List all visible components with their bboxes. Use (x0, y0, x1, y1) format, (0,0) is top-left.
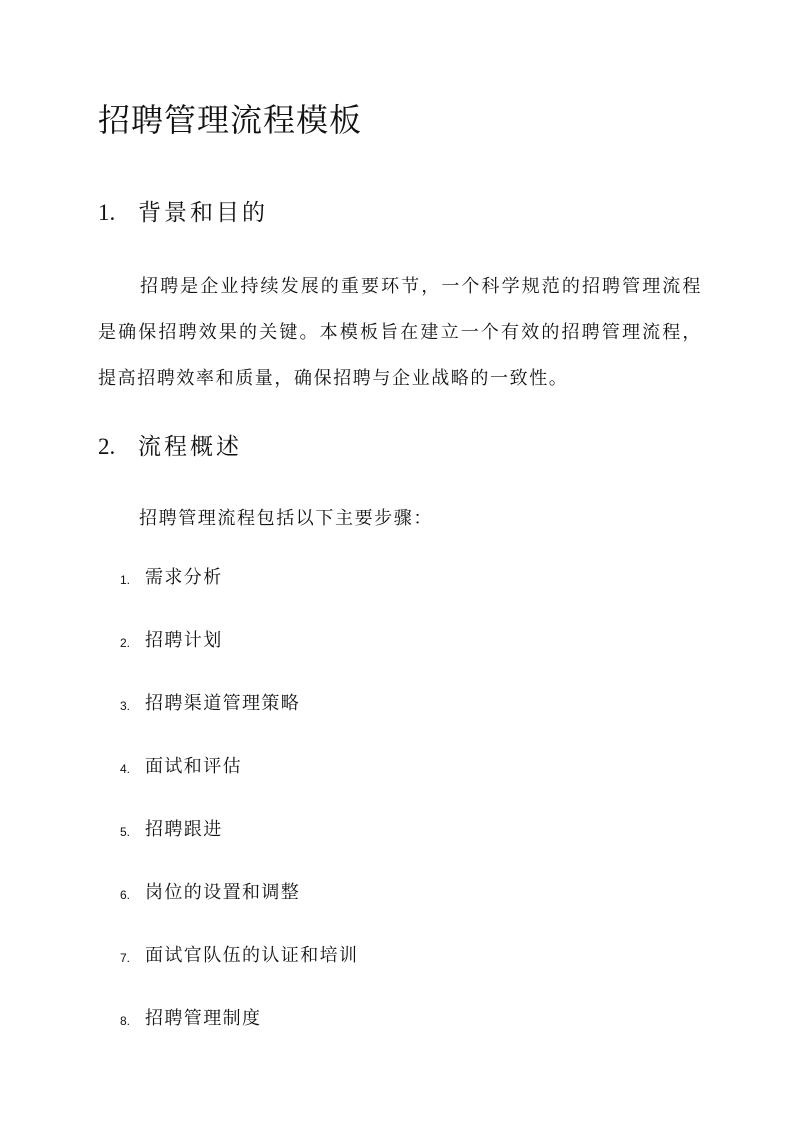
list-item-label: 面试和评估 (145, 756, 242, 777)
list-item (0, 689, 500, 719)
list-item (0, 941, 500, 971)
section-heading-overview (98, 430, 242, 464)
list-item-label: 招聘渠道管理策略 (145, 693, 301, 714)
list-item (0, 626, 500, 656)
list-item-number: 6. (120, 888, 131, 902)
list-item (0, 563, 500, 593)
section-number: 1. (98, 200, 116, 225)
list-item-number: 7. (120, 951, 131, 965)
list-item-number: 2. (120, 636, 131, 650)
document-title: 招聘管理流程模板 (98, 101, 363, 139)
section-title: 流程概述 (138, 434, 242, 460)
list-item-number: 3. (120, 699, 131, 713)
list-item-number: 8. (120, 1014, 131, 1028)
list-item-label: 需求分析 (145, 567, 223, 588)
list-item-label: 岗位的设置和调整 (145, 882, 301, 903)
section-number: 2. (98, 434, 116, 459)
list-item-number: 1. (120, 573, 131, 587)
list-item-number: 4. (120, 762, 131, 776)
list-item (0, 752, 500, 782)
list-item-label: 招聘跟进 (145, 819, 223, 840)
list-item-label: 面试官队伍的认证和培训 (145, 945, 359, 966)
list-item-label: 招聘计划 (145, 630, 223, 651)
section-heading-background (98, 196, 268, 230)
background-paragraph: 招聘是企业持续发展的重要环节，一个科学规范的招聘管理流程是确保招聘效果的关键。本模板旨在建立一个有效的招聘管理流程，提高招聘效率和质量，确保招聘与企业战略的一致性。 (98, 276, 702, 389)
list-item-label: 招聘管理制度 (145, 1008, 262, 1029)
list-item (0, 815, 500, 845)
list-item (0, 878, 500, 908)
section-title: 背景和目的 (138, 200, 268, 226)
list-item (0, 1004, 500, 1034)
list-item-number: 5. (120, 825, 131, 839)
overview-intro: 招聘管理流程包括以下主要步骤： (139, 508, 433, 529)
